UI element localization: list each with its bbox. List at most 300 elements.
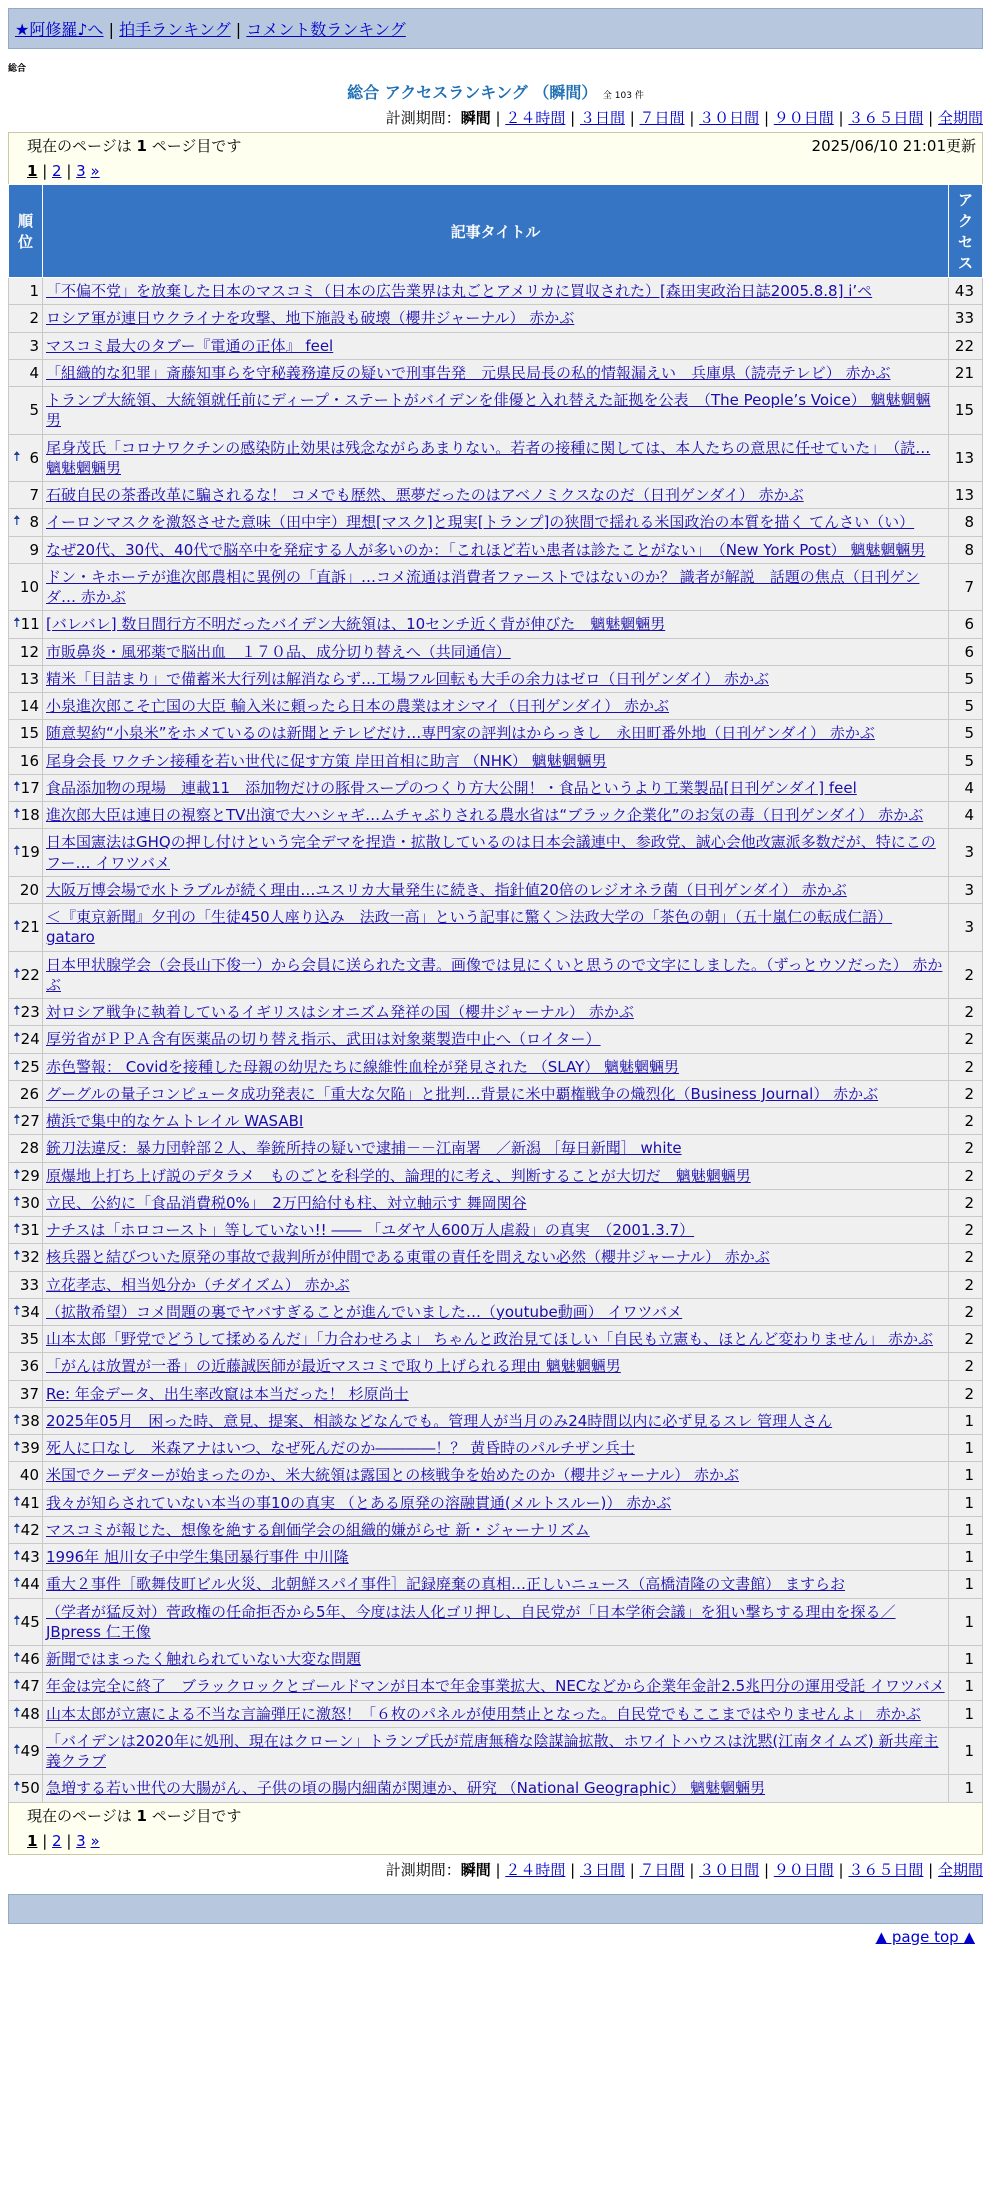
access-count: 13	[949, 482, 983, 509]
access-count: 6	[949, 611, 983, 638]
access-count: 1	[949, 1646, 983, 1673]
article-link[interactable]: 小泉進次郎こそ亡国の大臣 輸入米に頼ったら日本の農業はオシマイ（日刊ゲンダイ） 赤かぶ	[46, 697, 670, 715]
period-selector-bottom: 計測期間：瞬間 | ２４時間 | ３日間 | ７日間 | ３０日間 | ９０日間 | ３６５日間 | 全期間	[385, 1860, 983, 1879]
title-cell	[43, 1489, 949, 1516]
title-cell	[43, 563, 949, 611]
access-count: 1	[949, 1407, 983, 1434]
period-link-bottom[interactable]: ９０日間	[773, 1860, 834, 1879]
up-arrow-icon: 🠅	[13, 1493, 21, 1510]
rank-number: 17	[20, 778, 40, 797]
access-count: 2	[949, 951, 983, 999]
rank-cell	[9, 1598, 43, 1646]
table-row	[9, 774, 983, 801]
article-link[interactable]: 精米「目詰まり」で備蓄米大行列は解消ならず…工場フル回転も大手の余力はゼロ（日刊ゲンダイ） 赤かぶ	[46, 669, 769, 688]
table-row	[9, 951, 983, 999]
title-cell	[43, 638, 949, 665]
rank-cell	[9, 1646, 43, 1673]
article-link[interactable]: 新聞ではまったく触れられていない大変な問題	[46, 1650, 362, 1668]
article-link[interactable]: 立花孝志、相当処分か（チダイズム） 赤かぶ	[46, 1275, 350, 1294]
table-row	[9, 1727, 983, 1775]
table-row	[9, 1516, 983, 1543]
rank-cell	[9, 774, 43, 801]
article-link[interactable]: 米国でクーデターが始まったのか、米大統領は露国との核戦争を始めたのか（櫻井ジャーナル） 赤かぶ	[46, 1466, 739, 1485]
table-row	[9, 693, 983, 720]
access-count: 2	[949, 1108, 983, 1135]
title-cell	[43, 1727, 949, 1775]
rank-number: 1	[29, 282, 39, 300]
rank-cell	[9, 387, 43, 435]
table-row	[9, 1026, 983, 1053]
rank-cell	[9, 1108, 43, 1135]
page-status	[27, 135, 241, 156]
article-link[interactable]: イーロンマスクを激怒させた意味（田中宇）理想[マスク]と現実[トランプ]の狭間で揺れる米国政治の本質を描く てんさい（い）	[46, 513, 915, 532]
table-row	[9, 359, 983, 386]
period-link[interactable]: 全期間	[937, 109, 983, 127]
access-count: 2	[949, 1326, 983, 1353]
article-link[interactable]: 「バイデンは2020年に処刑、現在はクローン」トランプ氏が荒唐無稽な陰謀論拡散、ホワイトハウスは沈黙(江南タイムズ) 新共産主義クラブ	[46, 1731, 939, 1770]
up-arrow-icon: 🠅	[13, 1112, 21, 1128]
table-row	[9, 1435, 983, 1462]
rank-cell	[9, 1775, 43, 1802]
rank-number: 47	[20, 1677, 40, 1696]
rank-cell	[9, 1407, 43, 1434]
page-top	[8, 1928, 983, 1946]
rank-number: 43	[20, 1548, 40, 1566]
page-info-top	[8, 132, 983, 184]
rank-number: 44	[20, 1575, 40, 1594]
page-number: 1	[136, 1806, 147, 1825]
article-link[interactable]: （学者が猛反対）菅政権の任命拒否から5年、今度は法人化ゴリ押し、自民党が「日本学術会議」を狙い撃ちする理由を探る／JBpress 仁王像	[46, 1602, 896, 1641]
access-count: 2	[949, 1271, 983, 1298]
access-count: 3	[949, 829, 983, 877]
article-link[interactable]: グーグルの量子コンピュータ成功発表に「重大な欠陥」と批判…背景に米中覇権戦争の熾烈化（Business Journal） 赤かぶ	[46, 1084, 879, 1103]
home-link[interactable]: ★阿修羅♪へ	[15, 20, 104, 39]
rank-cell	[9, 1189, 43, 1216]
access-count: 3	[949, 876, 983, 903]
table-row	[9, 1353, 983, 1380]
rank-cell	[9, 359, 43, 386]
article-link[interactable]: 市販鼻炎・風邪薬で脳出血 １７０品、成分切り替えへ（共同通信）	[46, 642, 511, 661]
title-cell	[43, 829, 949, 877]
rank-cell	[9, 1026, 43, 1053]
article-link[interactable]: マスコミが報じた、想像を絶する創価学会の組織的嫌がらせ 新・ジャーナリズム	[46, 1520, 590, 1539]
article-link[interactable]: ドン・キホーテが進次郎農相に異例の「直訴」…コメ流通は消費者ファーストではないのか？ 識者が解説 話題の焦点（日刊ゲンダ… 赤かぶ	[46, 567, 920, 606]
up-arrow-icon: 🠅	[13, 1221, 21, 1237]
title-header: 記事タイトル	[43, 185, 949, 278]
title-cell	[43, 1271, 949, 1298]
rank-number: 42	[20, 1520, 40, 1539]
access-count: 2	[949, 1053, 983, 1080]
article-link[interactable]: ロシア軍が連日ウクライナを攻撃、地下施設も破壊（櫻井ジャーナル） 赤かぶ	[46, 309, 575, 328]
table-row	[9, 305, 983, 332]
title-cell	[43, 1544, 949, 1571]
rank-number: 8	[29, 513, 39, 532]
pagination-link[interactable]: 3	[76, 1831, 86, 1850]
page-top-link[interactable]: ▲ page top ▲	[875, 1927, 975, 1946]
period-link-bottom[interactable]: ３日間	[579, 1860, 625, 1879]
table-row	[9, 387, 983, 435]
rank-number: 38	[20, 1411, 40, 1430]
table-row	[9, 1407, 983, 1434]
page-status-row	[27, 135, 976, 156]
rank-number: 40	[19, 1466, 39, 1485]
rank-cell	[9, 1080, 43, 1107]
period-link[interactable]: ３０日間	[699, 109, 760, 127]
table-row	[9, 802, 983, 829]
rank-cell	[9, 1298, 43, 1325]
table-row	[9, 1108, 983, 1135]
article-link[interactable]: 急増する若い世代の大腸がん、子供の頃の腸内細菌が関連か、研究 （National Geographic） 魑魅魍魎男	[46, 1779, 766, 1798]
rank-number: 34	[20, 1302, 40, 1321]
rank-cell	[9, 434, 43, 482]
table-row	[9, 332, 983, 359]
rank-number: 25	[20, 1057, 40, 1076]
period-link-bottom[interactable]: ２４時間	[505, 1860, 566, 1879]
rank-cell	[9, 1673, 43, 1700]
rank-number: 20	[19, 880, 39, 899]
article-link[interactable]: 横浜で集中的なケムトレイル WASABI	[46, 1112, 304, 1130]
article-link[interactable]: ＜『東京新聞』夕刊の「生徒450人座り込み 法政一高」という記事に驚く＞法政大学の「茶色の朝」（五十嵐仁の転成仁語） gataro	[46, 908, 893, 947]
title-cell	[43, 1053, 949, 1080]
access-header: アクセス	[949, 185, 983, 278]
pagination: 1 | 2 | 3 »	[27, 162, 100, 180]
rank-number: 31	[20, 1221, 40, 1239]
period-link-bottom[interactable]: 全期間	[937, 1860, 983, 1879]
pagination-link[interactable]: 3	[76, 162, 86, 180]
rank-number: 22	[20, 965, 40, 984]
rank-number: 33	[19, 1275, 39, 1294]
table-row	[9, 1489, 983, 1516]
table-row	[9, 665, 983, 692]
rank-number: 39	[20, 1439, 40, 1457]
footer-bar	[8, 1894, 983, 1924]
table-row	[9, 563, 983, 611]
table-row	[9, 720, 983, 747]
rank-number: 2	[29, 309, 39, 328]
top-nav	[8, 8, 983, 49]
table-row	[9, 434, 983, 482]
period-link[interactable]: ９０日間	[773, 109, 834, 127]
rank-number: 14	[19, 697, 39, 715]
article-link[interactable]: 日本国憲法はGHQの押し付けという完全デマを捏造・拡散しているのは日本会議連中、参政党、誠心会他改憲派多数だが、特にこのフー… イワツバメ	[46, 833, 936, 872]
access-count: 4	[949, 802, 983, 829]
updated-time: 2025/06/10 21:01更新	[811, 137, 976, 155]
rank-number: 3	[29, 336, 39, 355]
article-link[interactable]: 我々が知らされていない本当の事10の真実 （とある原発の溶融貫通(メルトスルー)） 赤かぶ	[46, 1493, 672, 1512]
access-count: 6	[949, 638, 983, 665]
rank-number: 10	[19, 577, 39, 596]
access-count: 4	[949, 774, 983, 801]
table-row	[9, 1326, 983, 1353]
title-cell	[43, 509, 949, 536]
table-row	[9, 1775, 983, 1802]
period-link-bottom[interactable]: ３０日間	[699, 1860, 760, 1879]
access-count: 1	[949, 1727, 983, 1775]
title-cell	[43, 536, 949, 563]
rank-cell	[9, 1462, 43, 1489]
title-cell	[43, 332, 949, 359]
title-cell	[43, 434, 949, 482]
table-row	[9, 1462, 983, 1489]
rank-cell	[9, 802, 43, 829]
table-row	[9, 1571, 983, 1598]
title-cell	[43, 1462, 949, 1489]
article-link[interactable]: 山本太郎「野党でどうして揉めるんだ」「力合わせろよ」 ちゃんと政治見てほしい「自民も立憲も、ほとんど変わりません」 赤かぶ	[46, 1330, 934, 1348]
period-link[interactable]: ３６５日間	[848, 109, 924, 127]
article-link[interactable]: 対ロシア戦争に執着しているイギリスはシオニズム発祥の国（櫻井ジャーナル） 赤かぶ	[46, 1003, 634, 1021]
rank-number: 41	[20, 1493, 40, 1512]
up-arrow-icon: 🠅	[13, 965, 21, 982]
rank-number: 50	[20, 1779, 40, 1798]
article-link[interactable]: トランプ大統領、大統領就任前にディープ・ステートがバイデンを俳優と入れ替えた証拠を公表 （The People’s Voice） 魑魅魍魎男	[46, 391, 931, 430]
rank-number: 4	[29, 363, 39, 382]
access-count: 1	[949, 1435, 983, 1462]
rank-number: 32	[20, 1248, 40, 1267]
access-count: 8	[949, 509, 983, 536]
rank-cell	[9, 1435, 43, 1462]
rank-cell	[9, 720, 43, 747]
nav-separator: |	[108, 20, 115, 39]
article-link[interactable]: 厚労省がＰＰＡ含有医薬品の切り替え指示、武田は対象薬製造中止へ（ロイター）	[46, 1030, 601, 1049]
table-row	[9, 1080, 983, 1107]
comment-ranking-link[interactable]: コメント数ランキング	[246, 20, 406, 39]
period-link[interactable]: ７日間	[639, 109, 685, 127]
article-link[interactable]: 進次郎大臣は連日の視察とTV出演で大ハシャギ…ムチャぶりされる農水省は“ブラック企業化”のお気の毒（日刊ゲンダイ） 赤かぶ	[46, 806, 924, 824]
up-arrow-icon: 🠅	[13, 1704, 21, 1721]
rank-cell	[9, 693, 43, 720]
rank-cell	[9, 509, 43, 536]
table-row	[9, 1244, 983, 1271]
access-count: 1	[949, 1516, 983, 1543]
up-arrow-icon: 🠅	[13, 1057, 21, 1074]
article-link[interactable]: 尾身茂氏「コロナワクチンの感染防止効果は残念ながらあまりない。若者の接種に関しては、本人たちの意思に任せていた」 （読… 魑魅魍魎男	[46, 438, 931, 477]
title-cell	[43, 720, 949, 747]
access-count: 21	[949, 359, 983, 386]
pagination-link[interactable]: 2	[52, 162, 62, 180]
access-count: 1	[949, 1544, 983, 1571]
ranking-table	[8, 184, 983, 1803]
up-arrow-icon: 🠅	[13, 1520, 21, 1537]
table-row	[9, 747, 983, 774]
page-prefix: 現在のページは	[27, 137, 132, 155]
title-cell	[43, 904, 949, 952]
rank-number: 48	[20, 1704, 40, 1723]
rank-header: 順位	[9, 185, 43, 278]
access-count: 2	[949, 1026, 983, 1053]
article-link[interactable]: [バレバレ] 数日間行方不明だったバイデン大統領は、10センチ近く背が伸びた 魑魅魍魎男	[46, 615, 666, 634]
rank-cell	[9, 1053, 43, 1080]
title-cell	[43, 665, 949, 692]
article-link[interactable]: 原爆地上打ち上げ説のデタラメ ものごとを科学的、論理的に考え、判断することが大切だ 魑魅魍魎男	[46, 1166, 751, 1185]
article-link[interactable]: 山本太郎が立憲による不当な言論弾圧に激怒！「６枚のパネルが使用禁止となった。自民党でもここまではやりませんよ」 赤かぶ	[46, 1704, 921, 1723]
table-row	[9, 1673, 983, 1700]
title-cell	[43, 1435, 949, 1462]
rank-cell	[9, 1135, 43, 1162]
title-cell	[43, 1673, 949, 1700]
access-count: 7	[949, 563, 983, 611]
article-link[interactable]: 年金は完全に終了 ブラックロックとゴールドマンが日本で年金事業拡大、NECなどから企業年金計2.5兆円分の運用受託 イワツバメ	[46, 1677, 945, 1696]
rank-number: 30	[20, 1193, 40, 1212]
access-count: 1	[949, 1673, 983, 1700]
pagination: 1 | 2 | 3 »	[27, 1831, 100, 1850]
page-suffix: ページ目です	[151, 137, 242, 155]
article-link[interactable]: （拡散希望）コメ問題の裏でヤバすぎることが進んでいました…（youtube動画） イワツバメ	[46, 1302, 683, 1321]
nav-separator: |	[235, 20, 242, 39]
table-row	[9, 1298, 983, 1325]
access-count: 5	[949, 665, 983, 692]
up-arrow-icon: 🠅	[13, 1193, 21, 1210]
rank-number: 5	[29, 401, 39, 420]
title-cell	[43, 1407, 949, 1434]
article-link[interactable]: 1996年 旭川女子中学生集団暴行事件 中川隆	[46, 1548, 349, 1566]
title-cell	[43, 1326, 949, 1353]
rank-number: 11	[20, 615, 40, 634]
pagination-link[interactable]: 2	[52, 1831, 62, 1850]
up-arrow-icon: 🠅	[13, 1248, 21, 1265]
period-link-bottom[interactable]: ７日間	[639, 1860, 685, 1879]
table-row	[9, 1162, 983, 1189]
rank-number: 12	[19, 642, 39, 661]
page-status-row	[27, 1805, 976, 1826]
access-count: 1	[949, 1462, 983, 1489]
title-cell	[43, 1217, 949, 1244]
rank-number: 21	[20, 918, 40, 937]
rank-cell	[9, 563, 43, 611]
title-cell	[43, 802, 949, 829]
table-row	[9, 509, 983, 536]
title-cell	[43, 693, 949, 720]
rank-cell	[9, 1727, 43, 1775]
article-link[interactable]: 死人に口なし 米森アナはいつ、なぜ死んだのか――――！？ 黄昏時のパルチザン兵士	[46, 1439, 635, 1457]
period-label: 計測期間：	[385, 109, 461, 127]
up-arrow-icon: 🠅	[13, 1003, 21, 1019]
article-link[interactable]: 日本甲状腺学会（会長山下俊一）から会員に送られた文書。画像では見にくいと思うので文字にしました。（ずっとウソだった） 赤かぶ	[46, 955, 943, 994]
access-count: 2	[949, 1217, 983, 1244]
article-link[interactable]: 立民、公約に「食品消費税0%」 2万円給付も柱、対立軸示す 舞岡関谷	[46, 1193, 527, 1212]
table-row	[9, 536, 983, 563]
title-cell	[43, 1135, 949, 1162]
up-arrow-icon: 🠅	[13, 778, 21, 795]
title-cell	[43, 1353, 949, 1380]
article-link[interactable]: ナチスは「ホロコースト」等していない!! ―― 「ユダヤ人600万人虐殺」の真実 （2001.3.7）	[46, 1221, 695, 1239]
period-current: 瞬間	[460, 109, 491, 127]
access-count: 2	[949, 1162, 983, 1189]
page-suffix: ページ目です	[151, 1806, 242, 1825]
up-arrow-icon: 🠅	[13, 1677, 21, 1694]
article-link[interactable]: 「不偏不党」を放棄した日本のマスコミ（日本の広告業界は丸ごとアメリカに買収された）[森田実政治日誌2005.8.8] i’ペ	[46, 282, 873, 300]
table-row	[9, 1646, 983, 1673]
table-row	[9, 611, 983, 638]
rank-number: 37	[19, 1384, 39, 1403]
pagination-next[interactable]: »	[90, 1831, 100, 1850]
page-number: 1	[136, 137, 147, 155]
access-count: 13	[949, 434, 983, 482]
title-cell	[43, 1080, 949, 1107]
access-count: 2	[949, 1298, 983, 1325]
title-cell	[43, 1162, 949, 1189]
title-cell	[43, 1026, 949, 1053]
access-count: 2	[949, 1244, 983, 1271]
title-cell	[43, 305, 949, 332]
rank-number: 49	[20, 1741, 40, 1760]
rank-number: 18	[20, 806, 40, 824]
article-link[interactable]: 大阪万博会場で水トラブルが続く理由…ユスリカ大量発生に続き、指針値20倍のレジオネラ菌（日刊ゲンダイ） 赤かぶ	[46, 880, 847, 899]
title-cell	[43, 1108, 949, 1135]
access-count: 15	[949, 387, 983, 435]
up-arrow-icon: 🠅	[13, 1166, 21, 1183]
up-arrow-icon: 🠅	[13, 1302, 21, 1319]
article-link[interactable]: 「がんは放置が一番」の近藤誠医師が最近マスコミで取り上げられる理由 魑魅魍魎男	[46, 1357, 621, 1376]
article-link[interactable]: 銃刀法違反：暴力団幹部２人、拳銃所持の疑いで逮捕－－江南署 ／新潟 ［毎日新聞］ white	[46, 1139, 682, 1158]
up-arrow-icon: 🠅	[13, 1612, 21, 1629]
pagination-next[interactable]: »	[90, 162, 100, 180]
up-arrow-icon: 🠅	[13, 918, 21, 935]
up-arrow-icon: 🠅	[13, 513, 21, 530]
title-cell	[43, 1189, 949, 1216]
article-link[interactable]: 食品添加物の現場 連載11 添加物だけの豚骨スープのつくり方大公開！・食品というより工業製品[日刊ゲンダイ] feel	[46, 778, 857, 797]
up-arrow-icon: 🠅	[13, 1411, 21, 1428]
access-count: 43	[949, 278, 983, 305]
table-row	[9, 876, 983, 903]
period-link[interactable]: ２４時間	[505, 109, 566, 127]
up-arrow-icon: 🠅	[13, 1548, 21, 1564]
rank-cell	[9, 747, 43, 774]
access-count: 5	[949, 720, 983, 747]
article-link[interactable]: 2025年05月 困った時、意見、提案、相談などなんでも。管理人が当月のみ24時間以内に必ず見るスレ 管理人さん	[46, 1411, 833, 1430]
rank-cell	[9, 904, 43, 952]
article-link[interactable]: 核兵器と結びついた原発の事故で裁判所が仲間である東電の責任を問えない必然（櫻井ジャーナル） 赤かぶ	[46, 1248, 770, 1267]
period-link-bottom[interactable]: ３６５日間	[848, 1860, 924, 1879]
article-link[interactable]: 尾身会長 ワクチン接種を若い世代に促す方策 岸田首相に助言 （NHK） 魑魅魍魎男	[46, 751, 607, 770]
rank-cell	[9, 1516, 43, 1543]
title-cell	[43, 747, 949, 774]
title-cell	[43, 876, 949, 903]
rank-cell	[9, 1271, 43, 1298]
table-row	[9, 1544, 983, 1571]
title-cell	[43, 1700, 949, 1727]
page-status	[27, 1805, 241, 1826]
article-link[interactable]: 重大２事件［歌舞伎町ビル火災、北朝鮮スパイ事件］記録廃棄の真相…正しいニュース（高橋清隆の文書館） ますらお	[46, 1575, 846, 1594]
title-cell	[43, 482, 949, 509]
applause-ranking-link[interactable]: 拍手ランキング	[119, 20, 231, 39]
article-link[interactable]: 赤色警報： Covidを接種した母親の幼児たちに線維性血栓が発見された （SLAY） 魑魅魍魎男	[46, 1057, 680, 1076]
rank-number: 35	[19, 1330, 39, 1348]
rank-cell	[9, 829, 43, 877]
period-link[interactable]: ３日間	[579, 109, 625, 127]
rank-cell	[9, 951, 43, 999]
pagination-current: 1	[27, 1831, 38, 1850]
article-link[interactable]: 石破自民の茶番改革に騙されるな！ コメでも歴然、悪夢だったのはアベノミクスなのだ（日刊ゲンダイ） 赤かぶ	[46, 486, 804, 504]
table-row	[9, 1380, 983, 1407]
rank-number: 26	[19, 1084, 39, 1103]
table-row	[9, 1598, 983, 1646]
article-link[interactable]: マスコミ最大のタブー『電通の正体』 feel	[46, 336, 334, 355]
rank-cell	[9, 1244, 43, 1271]
access-count: 8	[949, 536, 983, 563]
access-count: 2	[949, 1380, 983, 1407]
rank-cell	[9, 611, 43, 638]
rank-cell	[9, 332, 43, 359]
access-count: 2	[949, 1080, 983, 1107]
title-cell	[43, 1598, 949, 1646]
article-link[interactable]: 「組織的な犯罪」斎藤知事らを守秘義務違反の疑いで刑事告発 元県民局長の私的情報漏えい 兵庫県（読売テレビ） 赤かぶ	[46, 363, 891, 382]
rank-number: 19	[20, 843, 40, 862]
up-arrow-icon: 🠅	[13, 1439, 21, 1455]
rank-cell	[9, 482, 43, 509]
article-link[interactable]: Re: 年金データ、出生率改竄は本当だった！ 杉原尚士	[46, 1384, 409, 1403]
article-link[interactable]: 随意契約“小泉米”をホメているのは新聞とテレビだけ…専門家の評判はからっきし 永田町番外地（日刊ゲンダイ） 赤かぶ	[46, 724, 875, 743]
article-link[interactable]: なぜ20代、30代、40代で脳卒中を発症する人が多いのか：「これほど若い患者は診たことがない」 （New York Post） 魑魅魍魎男	[46, 540, 926, 559]
